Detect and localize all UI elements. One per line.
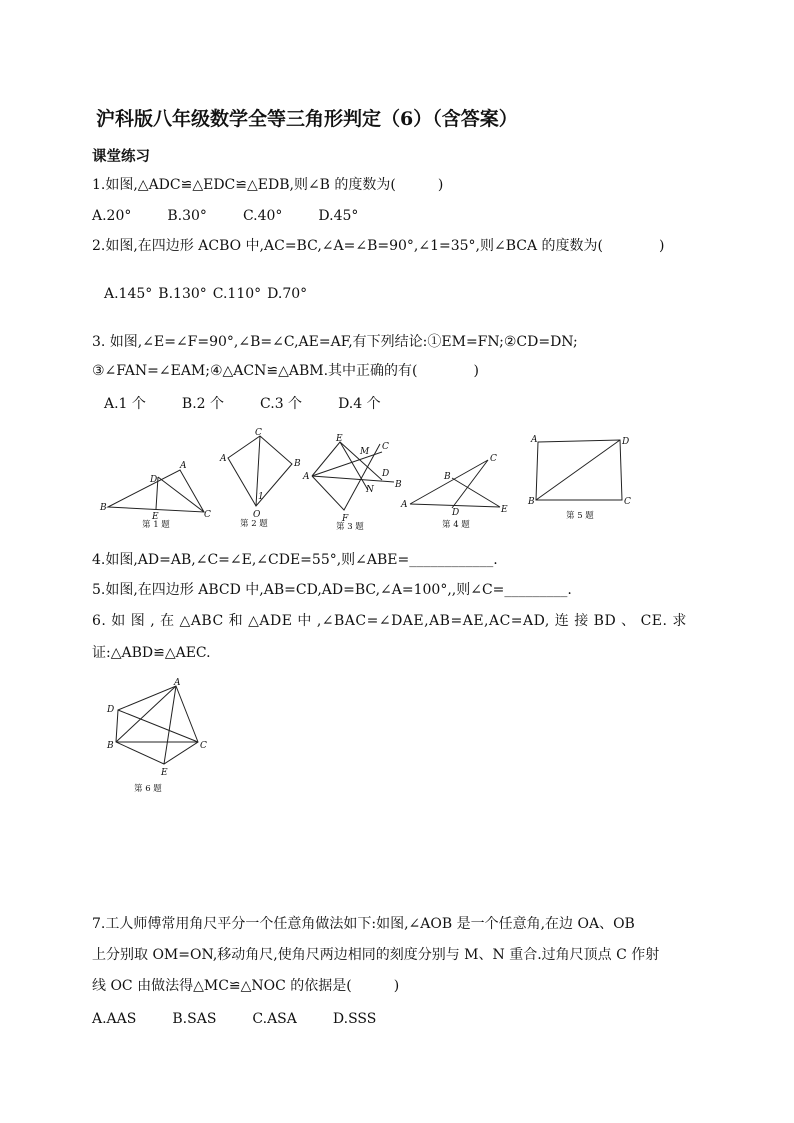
q2-option-d[interactable]: D.70° bbox=[267, 286, 308, 302]
fig3-path-aeb bbox=[312, 442, 382, 480]
fig6-caption: 第 6 题 bbox=[134, 784, 162, 794]
fig6-label-d: D bbox=[107, 705, 115, 715]
question-1-stem: 1.如图,△ADC≌△EDC≌△EDB,则∠B 的度数为( ) bbox=[92, 177, 444, 193]
fig5-label-d: D bbox=[622, 437, 630, 447]
question-7-line-3: 线 OC 由做法得△MC≌△NOC 的依据是( ) bbox=[92, 978, 400, 994]
fig3-label-d: D bbox=[382, 469, 390, 479]
question-3-options bbox=[104, 395, 417, 413]
fig2-label-1: 1 bbox=[258, 492, 264, 502]
question-4-stem: 4.如图,AD=AB,∠C=∠E,∠CDE=55°,则∠ABE= bbox=[92, 552, 410, 568]
figure-2 bbox=[218, 428, 308, 528]
fig2-caption: 第 2 题 bbox=[240, 519, 268, 529]
q1-option-a[interactable]: A.20° bbox=[92, 208, 132, 224]
fig4-label-a: A bbox=[401, 500, 408, 510]
q7-option-d[interactable]: D.SSS bbox=[332, 1011, 377, 1027]
q1-option-c[interactable]: C.40° bbox=[242, 208, 283, 224]
fig3-label-m: M bbox=[360, 447, 370, 457]
question-5 bbox=[92, 581, 572, 599]
question-7-line-1: 7.工人师傅常用角尺平分一个任意角做法如下:如图,∠AOB 是一个任意角,在边 OA、OB bbox=[92, 916, 635, 932]
q1-option-d[interactable]: D.45° bbox=[318, 208, 359, 224]
question-5-stem: 5.如图,在四边形 ABCD 中,AB=CD,AD=BC,∠A=100°,,则∠C= bbox=[92, 582, 505, 598]
q2-option-c[interactable]: C.110° bbox=[212, 286, 262, 302]
fig6-label-c: C bbox=[200, 741, 207, 751]
fig4-label-b: B bbox=[444, 472, 451, 482]
question-7-options bbox=[92, 1010, 412, 1028]
question-5-answer-blank[interactable]: _________ bbox=[504, 582, 568, 598]
question-3-line-2: ③∠FAN=∠EAM;④△ACN≌△ABM.其中正确的有( ) bbox=[92, 363, 479, 379]
fig3-label-n: N bbox=[366, 485, 374, 495]
figure-4 bbox=[400, 452, 515, 532]
figure-6 bbox=[104, 676, 216, 800]
question-3-line-1: 3. 如图,∠E=∠F=90°,∠B=∠C,AE=AF,有下列结论:①EM=FN;②CD=DN; bbox=[92, 334, 578, 350]
question-6-line-2: 证:△ABD≌△AEC. bbox=[92, 645, 211, 661]
fig6-segment-ae bbox=[164, 686, 176, 764]
fig4-path-acd bbox=[410, 460, 488, 508]
question-4 bbox=[92, 551, 498, 569]
q1-option-b[interactable]: B.30° bbox=[167, 208, 207, 224]
section-heading: 课堂练习 bbox=[92, 148, 150, 165]
fig3-label-c: C bbox=[382, 442, 389, 452]
fig6-segment-dc bbox=[118, 710, 198, 742]
fig3-label-f: F bbox=[342, 514, 349, 524]
fig5-label-a: A bbox=[531, 435, 538, 445]
fig2-label-o: O bbox=[253, 510, 261, 520]
fig1-caption: 第 1 题 bbox=[142, 520, 170, 530]
fig6-label-b: B bbox=[107, 741, 114, 751]
fig5-caption: 第 5 题 bbox=[566, 511, 594, 521]
q2-option-b[interactable]: B.130° bbox=[158, 286, 207, 302]
fig3-label-a: A bbox=[303, 472, 310, 482]
q3-option-d[interactable]: D.4 个 bbox=[338, 396, 381, 412]
q7-option-b[interactable]: B.SAS bbox=[172, 1011, 217, 1027]
q7-option-a[interactable]: A.AAS bbox=[92, 1011, 137, 1027]
question-7-line-2: 上分别取 OM=ON,移动角尺,使角尺两边相同的刻度分别与 M、N 重合.过角尺顶点 C 作射 bbox=[92, 947, 660, 963]
question-5-end: . bbox=[567, 582, 572, 598]
fig1-segment-dc bbox=[158, 477, 204, 512]
fig5-label-b: B bbox=[528, 497, 535, 507]
question-2-options bbox=[104, 285, 313, 303]
fig6-label-e: E bbox=[161, 768, 168, 778]
fig2-label-b: B bbox=[294, 459, 301, 469]
fig1-label-e: E bbox=[152, 512, 159, 522]
q3-option-b[interactable]: B.2 个 bbox=[181, 396, 225, 412]
fig3-caption: 第 3 题 bbox=[336, 522, 364, 532]
fig1-label-d: D bbox=[150, 475, 158, 485]
fig4-segment-be bbox=[452, 478, 500, 507]
fig1-label-b: B bbox=[100, 503, 107, 513]
figure-1 bbox=[100, 455, 215, 530]
fig4-caption: 第 4 题 bbox=[442, 520, 470, 530]
fig2-label-c: C bbox=[255, 428, 262, 438]
question-1-options bbox=[92, 207, 394, 225]
question-2-stem: 2.如图,在四边形 ACBO 中,AC=BC,∠A=∠B=90°,∠1=35°,则∠BCA 的度数为( ) bbox=[92, 238, 665, 254]
fig3-label-b: B bbox=[395, 480, 402, 490]
fig5-diagonal-db bbox=[536, 440, 620, 500]
q7-option-c[interactable]: C.ASA bbox=[252, 1011, 297, 1027]
q3-option-a[interactable]: A.1 个 bbox=[104, 396, 146, 412]
fig6-label-a: A bbox=[174, 678, 181, 688]
fig6-segment-ab bbox=[116, 686, 176, 742]
q3-option-c[interactable]: C.3 个 bbox=[260, 396, 303, 412]
figure-3 bbox=[302, 432, 404, 530]
fig1-label-a: A bbox=[180, 461, 187, 471]
figure-5 bbox=[528, 432, 640, 524]
fig4-label-d: D bbox=[452, 508, 460, 518]
q2-option-a[interactable]: A.145° bbox=[104, 286, 153, 302]
fig4-label-e: E bbox=[501, 505, 508, 515]
fig6-outline bbox=[116, 686, 198, 764]
fig4-label-c: C bbox=[490, 454, 497, 464]
question-4-end: . bbox=[493, 552, 498, 568]
fig1-label-c: C bbox=[204, 510, 211, 520]
question-4-answer-blank[interactable]: ____________ bbox=[409, 552, 494, 568]
fig5-label-c: C bbox=[624, 497, 631, 507]
fig2-label-a: A bbox=[220, 454, 227, 464]
question-6-line-1: 6. 如 图 , 在 △ABC 和 △ADE 中 ,∠BAC=∠DAE,AB=AE,AC=AD, 连 接 BD 、 CE. 求 bbox=[92, 613, 687, 629]
page-title: 沪科版八年级数学全等三角形判定（6）（含答案） bbox=[96, 108, 518, 130]
fig3-label-e: E bbox=[336, 434, 343, 444]
